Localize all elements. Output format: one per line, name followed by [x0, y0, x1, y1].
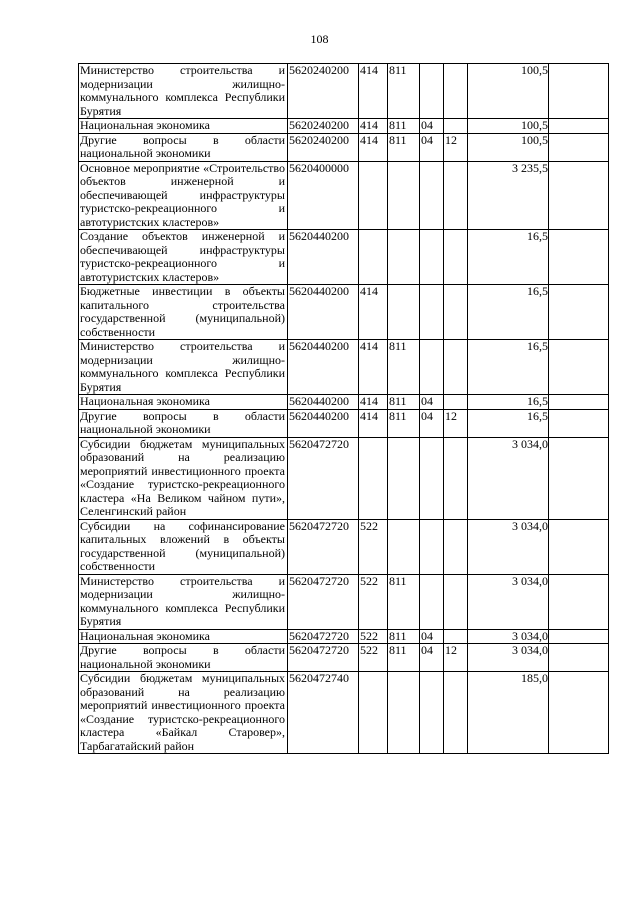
- row-name-cell: Субсидии бюджетам муниципальных образований на реализацию мероприятий инвестиционного проекта «Создание туристско-рекреационного кластера «Байкал Старовер», Тарбагатайский район: [79, 672, 288, 754]
- target-article-cell: 5620472740: [288, 672, 359, 754]
- row-name-cell: Национальная экономика: [79, 629, 288, 644]
- amount-cell: 3 034,0: [468, 519, 549, 574]
- empty-cell: [549, 161, 609, 230]
- expense-type-cell: [359, 672, 388, 754]
- target-article-cell: 5620400000: [288, 161, 359, 230]
- amount-cell: 16,5: [468, 230, 549, 285]
- section-cell: [420, 672, 444, 754]
- subsection-cell: [444, 285, 468, 340]
- amount-cell: 16,5: [468, 340, 549, 395]
- expense-type-cell: 414: [359, 119, 388, 134]
- subsection-cell: [444, 519, 468, 574]
- empty-cell: [549, 395, 609, 410]
- section-cell: [420, 285, 444, 340]
- target-article-cell: 5620472720: [288, 629, 359, 644]
- subsection-cell: 12: [444, 409, 468, 437]
- expense-type-cell: [359, 437, 388, 519]
- subsection-cell: [444, 672, 468, 754]
- target-article-cell: 5620472720: [288, 644, 359, 672]
- amount-cell: 100,5: [468, 64, 549, 119]
- subsection-cell: [444, 161, 468, 230]
- table-row: [79, 230, 609, 285]
- table-row: [79, 629, 609, 644]
- row-name-cell: Субсидии на софинансирование капитальных вложений в объекты государственной (муниципальной) собственности: [79, 519, 288, 574]
- row-name-cell: Другие вопросы в области национальной экономики: [79, 133, 288, 161]
- administrator-code-cell: 811: [388, 64, 420, 119]
- row-name-cell: Национальная экономика: [79, 119, 288, 134]
- target-article-cell: 5620440200: [288, 285, 359, 340]
- section-cell: 04: [420, 133, 444, 161]
- administrator-code-cell: 811: [388, 409, 420, 437]
- administrator-code-cell: 811: [388, 133, 420, 161]
- subsection-cell: [444, 64, 468, 119]
- section-cell: [420, 340, 444, 395]
- subsection-cell: [444, 119, 468, 134]
- page-number: 108: [310, 32, 329, 46]
- empty-cell: [549, 629, 609, 644]
- target-article-cell: 5620440200: [288, 340, 359, 395]
- table-row: [79, 161, 609, 230]
- section-cell: 04: [420, 644, 444, 672]
- expense-type-cell: 522: [359, 574, 388, 629]
- target-article-cell: 5620472720: [288, 437, 359, 519]
- section-cell: [420, 437, 444, 519]
- row-name-cell: Министерство строительства и модернизации жилищно-коммунального комплекса Республики Бурятия: [79, 574, 288, 629]
- administrator-code-cell: 811: [388, 574, 420, 629]
- amount-cell: 3 034,0: [468, 574, 549, 629]
- subsection-cell: [444, 437, 468, 519]
- row-name-cell: Создание объектов инженерной и обеспечивающей инфраструктуры туристско-рекреационного и автотуристских кластеров»: [79, 230, 288, 285]
- target-article-cell: 5620240200: [288, 64, 359, 119]
- amount-cell: 16,5: [468, 285, 549, 340]
- empty-cell: [549, 644, 609, 672]
- administrator-code-cell: [388, 437, 420, 519]
- table-row: [79, 285, 609, 340]
- section-cell: [420, 64, 444, 119]
- table-row: [79, 574, 609, 629]
- section-cell: [420, 574, 444, 629]
- target-article-cell: 5620472720: [288, 519, 359, 574]
- target-article-cell: 5620472720: [288, 574, 359, 629]
- row-name-cell: Другие вопросы в области национальной экономики: [79, 644, 288, 672]
- empty-cell: [549, 519, 609, 574]
- administrator-code-cell: [388, 161, 420, 230]
- expense-type-cell: 522: [359, 644, 388, 672]
- row-name-cell: Министерство строительства и модернизации жилищно-коммунального комплекса Республики Бурятия: [79, 340, 288, 395]
- expense-type-cell: 414: [359, 64, 388, 119]
- table-row: [79, 409, 609, 437]
- target-article-cell: 5620440200: [288, 230, 359, 285]
- row-name-cell: Субсидии бюджетам муниципальных образований на реализацию мероприятий инвестиционного проекта «Создание туристско-рекреационного кластера «На Великом чайном пути», Селенгинский район: [79, 437, 288, 519]
- row-name-cell: Бюджетные инвестиции в объекты капитального строительства государственной (муниципальной) собственности: [79, 285, 288, 340]
- table-row: [79, 395, 609, 410]
- section-cell: [420, 230, 444, 285]
- empty-cell: [549, 119, 609, 134]
- row-name-cell: Министерство строительства и модернизации жилищно-коммунального комплекса Республики Бурятия: [79, 64, 288, 119]
- amount-cell: 3 034,0: [468, 629, 549, 644]
- amount-cell: 16,5: [468, 409, 549, 437]
- section-cell: 04: [420, 119, 444, 134]
- empty-cell: [549, 230, 609, 285]
- expense-type-cell: 522: [359, 629, 388, 644]
- target-article-cell: 5620440200: [288, 395, 359, 410]
- amount-cell: 3 235,5: [468, 161, 549, 230]
- amount-cell: 100,5: [468, 133, 549, 161]
- table-row: [79, 519, 609, 574]
- subsection-cell: 12: [444, 133, 468, 161]
- row-name-cell: Основное мероприятие «Строительство объектов инженерной и обеспечивающей инфраструктуры туристско-рекреационного и автотуристских кластеров»: [79, 161, 288, 230]
- amount-cell: 185,0: [468, 672, 549, 754]
- empty-cell: [549, 672, 609, 754]
- empty-cell: [549, 340, 609, 395]
- administrator-code-cell: [388, 285, 420, 340]
- table-row: [79, 644, 609, 672]
- empty-cell: [549, 409, 609, 437]
- expense-type-cell: 414: [359, 395, 388, 410]
- empty-cell: [549, 437, 609, 519]
- section-cell: [420, 161, 444, 230]
- amount-cell: 100,5: [468, 119, 549, 134]
- subsection-cell: [444, 395, 468, 410]
- table-row: [79, 672, 609, 754]
- amount-cell: 3 034,0: [468, 644, 549, 672]
- row-name-cell: Другие вопросы в области национальной экономики: [79, 409, 288, 437]
- expense-type-cell: [359, 230, 388, 285]
- expense-type-cell: 414: [359, 340, 388, 395]
- subsection-cell: [444, 574, 468, 629]
- empty-cell: [549, 133, 609, 161]
- administrator-code-cell: [388, 519, 420, 574]
- subsection-cell: [444, 230, 468, 285]
- table-row: [79, 437, 609, 519]
- section-cell: 04: [420, 395, 444, 410]
- target-article-cell: 5620240200: [288, 119, 359, 134]
- administrator-code-cell: 811: [388, 119, 420, 134]
- table-row: [79, 64, 609, 119]
- amount-cell: 16,5: [468, 395, 549, 410]
- target-article-cell: 5620440200: [288, 409, 359, 437]
- empty-cell: [549, 285, 609, 340]
- administrator-code-cell: 811: [388, 395, 420, 410]
- subsection-cell: [444, 629, 468, 644]
- administrator-code-cell: [388, 230, 420, 285]
- administrator-code-cell: [388, 672, 420, 754]
- expense-type-cell: 414: [359, 133, 388, 161]
- section-cell: 04: [420, 629, 444, 644]
- empty-cell: [549, 574, 609, 629]
- row-name-cell: Национальная экономика: [79, 395, 288, 410]
- expense-type-cell: 414: [359, 285, 388, 340]
- table-row: [79, 119, 609, 134]
- expense-type-cell: 522: [359, 519, 388, 574]
- expense-type-cell: [359, 161, 388, 230]
- administrator-code-cell: 811: [388, 340, 420, 395]
- expense-type-cell: 414: [359, 409, 388, 437]
- table-row: [79, 340, 609, 395]
- subsection-cell: [444, 340, 468, 395]
- section-cell: [420, 519, 444, 574]
- section-cell: 04: [420, 409, 444, 437]
- budget-table: [78, 63, 609, 754]
- subsection-cell: 12: [444, 644, 468, 672]
- amount-cell: 3 034,0: [468, 437, 549, 519]
- target-article-cell: 5620240200: [288, 133, 359, 161]
- table-row: [79, 133, 609, 161]
- administrator-code-cell: 811: [388, 629, 420, 644]
- empty-cell: [549, 64, 609, 119]
- administrator-code-cell: 811: [388, 644, 420, 672]
